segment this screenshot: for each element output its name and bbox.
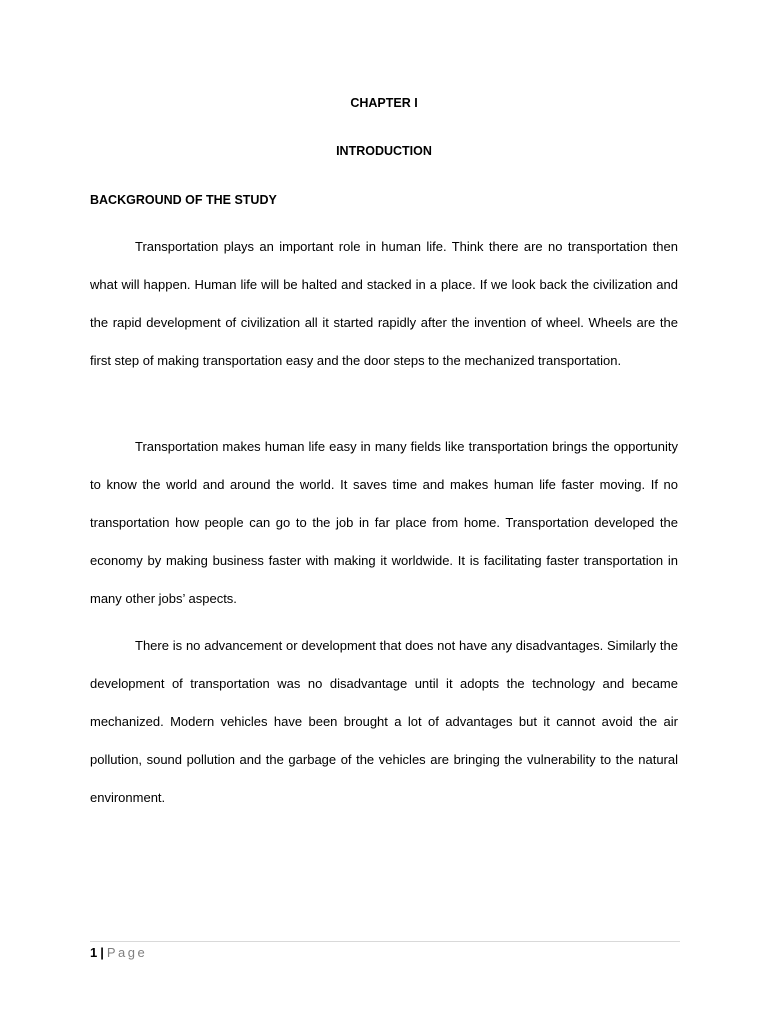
page-footer — [90, 945, 147, 961]
page-number: 1 — [90, 945, 98, 960]
paragraph-text: Transportation plays an important role in human life. Think there are no transportation then what will happen. Human life will be halted and stacked in a place. If we look back the civilization and the rapid development of civilization all it started rapidly after the invention of wheel. Wheels are the first step of making transportation easy and the door steps to the mechanized transportation. — [90, 239, 678, 368]
footer-divider — [90, 941, 680, 942]
paragraph-text: There is no advancement or development that does not have any disadvantages. Similarly the development of transportation was no disadvantage until it adopts the technology and became mechanized. Modern vehicles have been brought a lot of advantages but it cannot avoid the air pollution, sound pollution and the garbage of the vehicles are bringing the vulnerability to the natural environment. — [90, 638, 678, 805]
paragraph — [90, 428, 678, 618]
footer-separator: | — [100, 945, 104, 960]
paragraph — [90, 228, 678, 380]
chapter-subtitle: INTRODUCTION — [336, 144, 432, 158]
section-heading: BACKGROUND OF THE STUDY — [90, 193, 277, 207]
chapter-title: CHAPTER I — [350, 96, 418, 110]
paragraph — [90, 627, 678, 817]
paragraph-text: Transportation makes human life easy in many fields like transportation brings the opportunity to know the world and around the world. It saves time and makes human life faster moving. If no transportation how people can go to the job in far place from home. Transportation developed the economy by making business faster with making it worldwide. It is facilitating faster transportation in many other jobs’ aspects. — [90, 439, 678, 606]
page-label: Page — [106, 945, 148, 960]
